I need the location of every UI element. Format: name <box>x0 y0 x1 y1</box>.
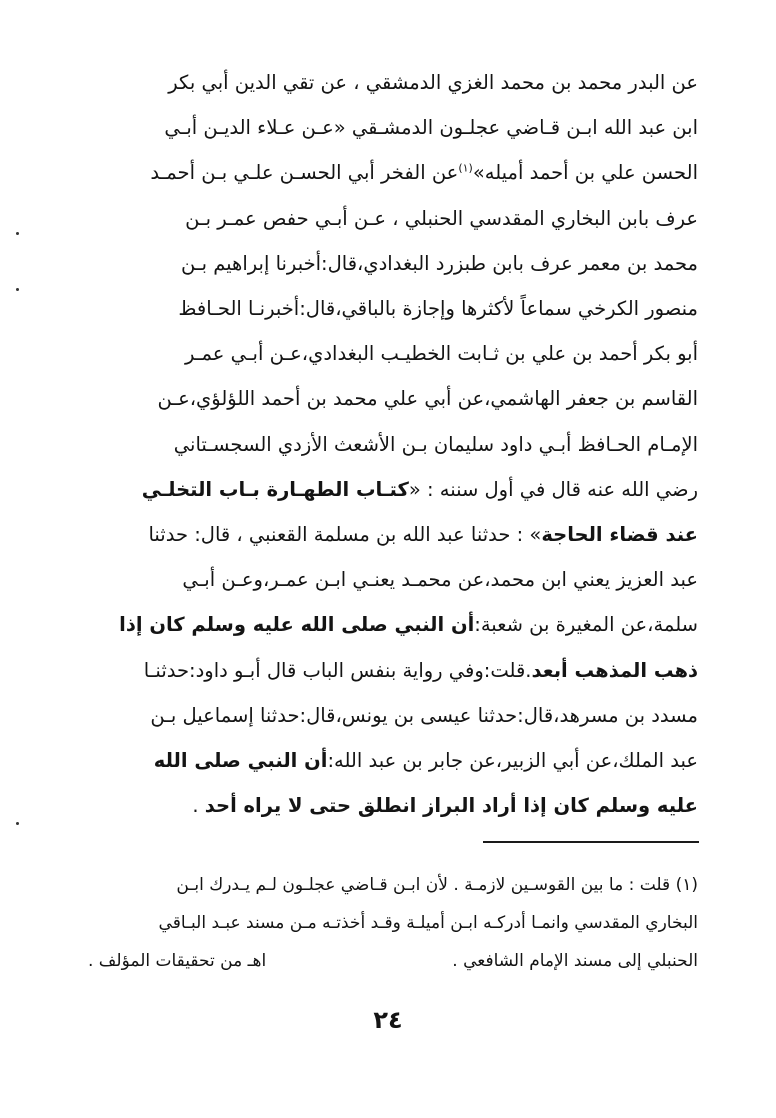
text-segment: أبو بكر أحمد بن علي بن ثـابت الخطيـب البغدادي،عـن أبـي عمـر <box>185 342 698 366</box>
text-line <box>80 286 698 331</box>
bold-phrase: ذهب المذهب أبعد <box>531 658 698 682</box>
text-line <box>80 602 698 647</box>
text-segment: عبد الملك،عن أبي الزبير،عن جابر بن عبد الله: <box>327 749 698 773</box>
bold-phrase: عليه وسلم كان إذا أراد البراز انطلق حتى لا يراه أحد <box>204 794 698 818</box>
text-segment: » : حدثنا عبد الله بن مسلمة القعنبي ، قال: حدثنا <box>148 523 542 547</box>
text-segment: الحسن علي بن أحمد أميله» <box>472 161 698 185</box>
text-segment: . <box>192 794 205 818</box>
footnote-attribution: اهـ من تحقيقات المؤلف . <box>88 951 267 971</box>
footnote-ref: (١) <box>458 161 473 175</box>
footnote-line: (١) قلت : ما بين القوسـين لازمـة . لأن ابـن قـاضي عجلـون لـم يـدرك ابـن <box>176 875 698 895</box>
bold-phrase: عند قضاء الحاجة <box>541 523 698 547</box>
text-segment: عن البدر محمد بن محمد الغزي الدمشقي ، عن تقي الدين أبي بكر <box>168 71 698 94</box>
text-line <box>80 648 698 693</box>
page-number: ٢٤ <box>373 1006 403 1034</box>
text-line <box>80 331 698 376</box>
text-line <box>80 783 698 828</box>
text-line <box>80 422 698 467</box>
bold-phrase: كتـاب الطهـارة بـاب التخلـي <box>141 477 409 501</box>
text-segment: محمد بن معمر عرف بابن طبزرد البغدادي،قال:أخبرنا إبراهيم بـن <box>181 251 698 275</box>
footnote-line: البخاري المقدسي وانمـا أدركـه ابـن أميلـة وقـد أخذتـه مـن مسند عبـد البـاقي <box>158 913 698 933</box>
text-line <box>80 557 698 602</box>
text-segment: القاسم بن جعفر الهاشمي،عن أبي علي محمد بن أحمد اللؤلؤي،عـن <box>157 387 698 411</box>
text-line <box>80 241 698 286</box>
main-text-body <box>80 60 698 828</box>
text-line <box>80 105 698 150</box>
margin-mark <box>16 822 19 825</box>
footnote-text: الحنبلي إلى مسند الإمام الشافعي . <box>452 951 698 971</box>
text-line <box>80 512 698 557</box>
text-segment: سلمة،عن المغيرة بن شعبة: <box>474 613 698 637</box>
text-segment: ابن عبد الله ابـن قـاضي عجلـون الدمشـقي «عـن عـلاء الديـن أبـي <box>164 116 698 140</box>
text-segment: رضي الله عنه قال في أول سننه : « <box>408 477 698 501</box>
text-line <box>80 150 698 195</box>
text-line <box>80 376 698 421</box>
text-segment: عرف بابن البخاري المقدسي الحنبلي ، عـن أبـي حفص عمـر بـن <box>185 206 698 230</box>
margin-mark <box>16 232 19 235</box>
text-segment: الإمـام الحـافظ أبـي داود سليمان بـن الأشعث الأزدي السجسـتاني <box>173 432 698 456</box>
margin-mark <box>16 288 19 291</box>
text-line <box>80 693 698 738</box>
footnote <box>88 866 698 980</box>
footnote-separator <box>483 841 699 843</box>
text-segment: مسدد بن مسرهد،قال:حدثنا عيسى بن يونس،قال:حدثنا إسماعيل بـن <box>150 703 698 727</box>
text-segment: منصور الكرخي سماعاً لأكثرها وإجازة بالباقي،قال:أخبرنـا الحـافظ <box>178 297 698 321</box>
text-line <box>80 467 698 512</box>
footnote-line <box>88 942 698 980</box>
bold-phrase: أن النبي صلى الله <box>153 749 328 773</box>
text-segment: عن الفخر أبي الحسـن علـي بـن أحمـد <box>150 161 459 185</box>
text-line <box>80 738 698 783</box>
bold-phrase: أن النبي صلى الله عليه وسلم كان إذا <box>119 613 475 637</box>
text-line <box>80 60 698 105</box>
text-line <box>80 196 698 241</box>
text-segment: عبد العزيز يعني ابن محمد،عن محمـد يعنـي ابـن عمـر،وعـن أبـي <box>182 568 698 592</box>
text-segment: .قلت:وفي رواية بنفس الباب قال أبـو داود:حدثنـا <box>143 658 532 682</box>
